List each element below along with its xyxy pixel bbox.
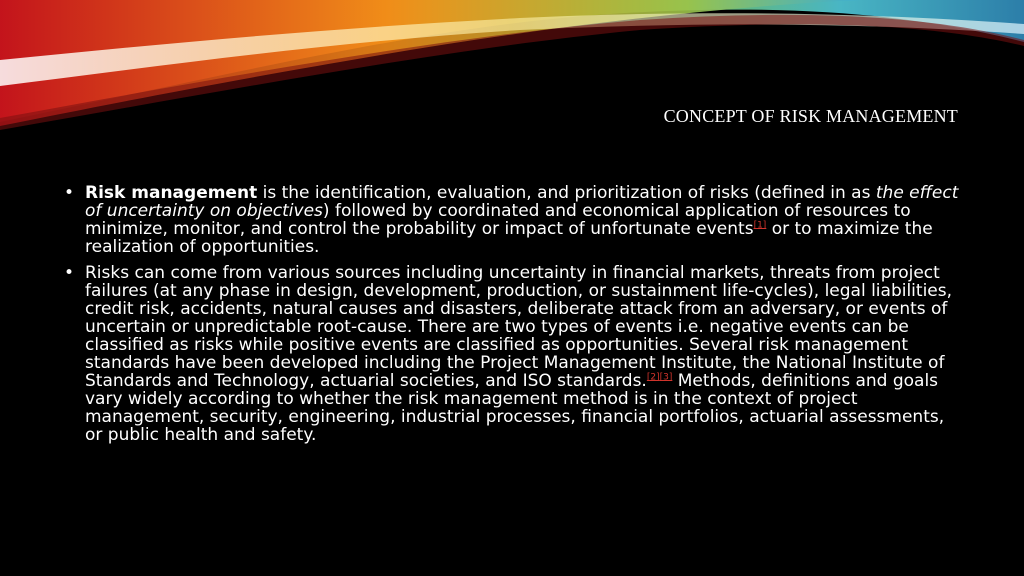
slide-title: CONCEPT OF RISK MANAGEMENT <box>663 106 958 126</box>
bullet-list <box>64 184 964 444</box>
bullet-text: ) followed by coordinated and economical application of resources to minimize, monitor, and control the probability or impact of unfortunate events <box>85 201 911 239</box>
bullet-text: is the identification, evaluation, and prioritization of risks (defined in as <box>257 183 876 203</box>
reference-link[interactable]: [2] <box>646 372 660 383</box>
bullet-text: Methods, definitions and goals vary widely according to whether the risk management method is in the context of project management, security, engineering, industrial processes, financial portfolios, actuarial assessments, or public health and safety. <box>85 371 945 445</box>
bullet-text: Risks can come from various sources including uncertainty in financial markets, threats from project failures (at any phase in design, development, production, or sustainment life-cycles), legal liabilities, credit risk, accidents, natural causes and disasters, deliberate attack from an adversary, or events of uncertain or unpredictable root-cause. There are two types of events i.e. negative events can be classified as risks while positive events are classified as opportunities. Several risk management standards have been developed including the Project Management Institute, the National Institute of Standards and Technology, actuarial societies, and ISO standards. <box>85 263 953 391</box>
slide-body <box>64 184 964 452</box>
bullet-item-definition <box>64 184 964 256</box>
reference-link[interactable]: [3] <box>659 372 673 383</box>
bullet-text: or to maximize the realization of opportunities. <box>85 219 933 257</box>
bold-term: Risk management <box>85 183 258 203</box>
reference-link[interactable]: [1] <box>753 220 767 231</box>
bullet-item-sources <box>64 264 964 444</box>
italic-phrase: the effect of uncertainty on objectives <box>85 183 959 221</box>
